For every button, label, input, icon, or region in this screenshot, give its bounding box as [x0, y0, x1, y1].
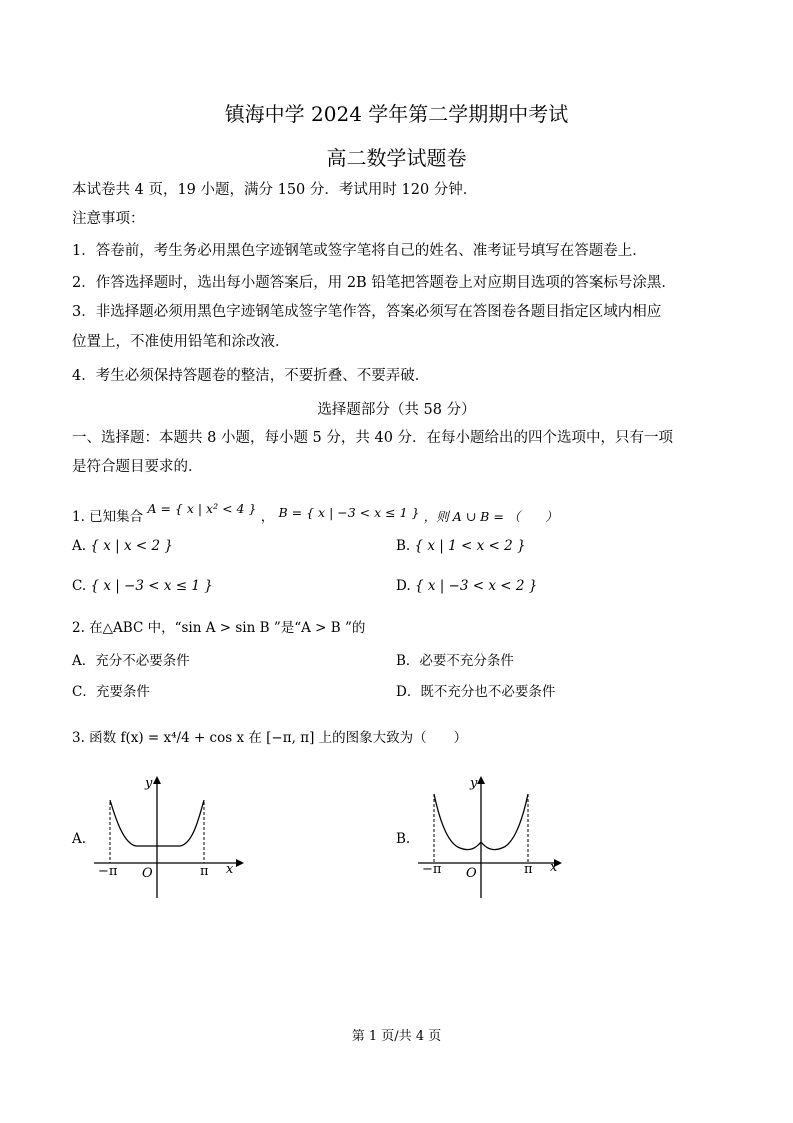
exam-title: 镇海中学 2024 学年第二学期期中考试 [224, 102, 569, 126]
q3-b-pi: π [524, 862, 533, 877]
section-instructions-2: 是符合题目要求的． [72, 459, 203, 475]
notice-item-3-cont: 位置上，不准使用铅笔和涂改液． [72, 334, 290, 350]
q1-set-a: A = { x | x² < 4 } [147, 501, 257, 516]
page-footer: 第 1 页/共 4 页 [351, 1029, 442, 1044]
section-heading: 选择题部分（共 58 分） [317, 402, 476, 418]
section-instructions-1: 一、选择题：本题共 8 小题，每小题 5 分，共 40 分．在每小题给出的四个选项中，只有一项 [72, 430, 674, 446]
q1-prefix: 1. 已知集合 [72, 509, 144, 525]
notice-heading: 注意事项： [72, 211, 145, 227]
exam-summary: 本试卷共 4 页，19 小题，满分 150 分．考试用时 120 分钟． [72, 182, 478, 198]
q3-graph-a [90, 772, 250, 902]
q3-a-origin: O [142, 866, 153, 881]
q1-option-c-text: { x | −3 < x ≤ 1 } [90, 578, 213, 594]
notice-item-1: 1．答卷前，考生务必用黑色字迹钢笔或签字笔将自己的姓名、准考证号填写在答题卷上． [72, 243, 647, 259]
q3-b-neg-pi: −π [422, 862, 442, 877]
q3-b-y-label: y [470, 776, 478, 791]
q1-option-d: D. { x | −3 < x < 2 } [396, 578, 538, 594]
q3-b-x-label: x [550, 860, 558, 875]
q3-a-neg-pi: −π [98, 864, 118, 879]
notice-item-2: 2．作答选择题时，选出每小题答案后，用 2B 铅笔把答题卷上对应期目选项的答案标号涂黑． [72, 275, 676, 291]
q3-a-x-label: x [226, 862, 234, 877]
q3-a-pi: π [200, 864, 209, 879]
q1-option-a-text: { x | x < 2 } [90, 538, 173, 554]
q1-option-b: B. { x | 1 < x < 2 } [396, 538, 526, 554]
q1-ask: ，则 A ∪ B = （ ） [423, 509, 558, 524]
q2-option-d: D．既不充分也不必要条件 [396, 684, 556, 700]
q3-a-y-label: y [145, 776, 153, 791]
notice-item-4: 4．考生必须保持答题卷的整洁，不要折叠、不要弄破． [72, 368, 430, 384]
q1-option-b-text: { x | 1 < x < 2 } [414, 538, 526, 554]
q1-stem: 1. 已知集合 A = { x | x² < 4 } ， B = { x | −3 < x ≤ 1 } ，则 A ∪ B = （ ） [72, 501, 558, 525]
q1-option-d-text: { x | −3 < x < 2 } [414, 578, 538, 594]
q3-stem: 3. 函数 f(x) = x⁴/4 + cos x 在 [−π, π] 上的图象大致为（ ） [72, 730, 468, 746]
q2-option-b: B．必要不充分条件 [396, 653, 514, 669]
q2-stem: 2. 在△ABC 中，“sin A > sin B ”是“A > B ”的 [72, 620, 366, 636]
q2-option-c: C．充要条件 [72, 684, 150, 700]
q3-b-origin: O [466, 866, 477, 881]
q1-set-b: B = { x | −3 < x ≤ 1 } [278, 505, 420, 520]
exam-subtitle: 高二数学试题卷 [326, 146, 467, 170]
q2-option-a: A．充分不必要条件 [72, 653, 190, 669]
notice-item-3: 3．非选择题必须用黑色字迹钢笔成签字笔作答，答案必须写在答图卷各题目指定区域内相应 [72, 304, 662, 320]
q3-option-b-label: B. [396, 831, 411, 847]
q3-option-a-label: A. [72, 831, 87, 847]
q3-graph-b [414, 772, 574, 902]
q1-option-c: C. { x | −3 < x ≤ 1 } [72, 578, 213, 594]
q1-option-a: A. { x | x < 2 } [72, 538, 173, 554]
